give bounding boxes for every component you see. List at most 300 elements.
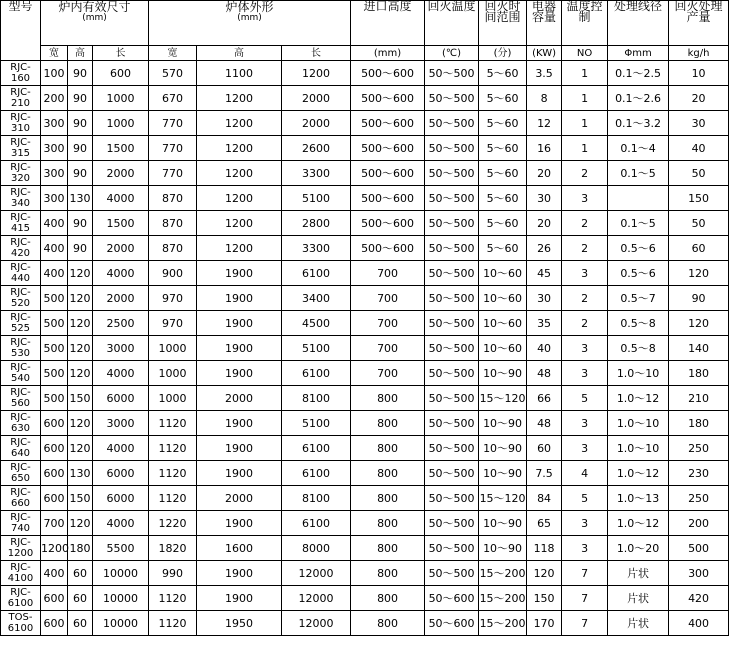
cell-inner-width: 300 (41, 136, 68, 161)
cell-outer-width: 670 (149, 86, 197, 111)
cell-control-no: 3 (562, 186, 608, 211)
cell-temper-temp: 50～500 (425, 536, 479, 561)
cell-model-part: RJC- (10, 262, 31, 273)
table-row (1, 111, 729, 136)
cell-capacity: 50 (669, 211, 729, 236)
cell-outer-length: 8000 (282, 536, 351, 561)
sub-time-unit: (分) (479, 46, 527, 61)
cell-control-no: 2 (562, 236, 608, 261)
cell-inner-width: 500 (41, 386, 68, 411)
cell-outer-height: 1200 (197, 186, 282, 211)
table-row (1, 586, 729, 611)
sub-control-unit: NO (562, 46, 608, 61)
cell-temper-temp: 50～500 (425, 86, 479, 111)
cell-outer-length: 2800 (282, 211, 351, 236)
cell-outer-length: 12000 (282, 586, 351, 611)
cell-temper-time: 5～60 (479, 186, 527, 211)
cell-temper-temp: 50～500 (425, 186, 479, 211)
cell-capacity: 120 (669, 311, 729, 336)
cell-control-no: 2 (562, 311, 608, 336)
cell-power: 30 (527, 186, 562, 211)
cell-inner-width: 400 (41, 236, 68, 261)
cell-inner-width: 400 (41, 211, 68, 236)
col-outer-size-unit: (mm) (237, 13, 262, 23)
cell-outer-length: 8100 (282, 386, 351, 411)
cell-power: 35 (527, 311, 562, 336)
cell-inner-length: 2000 (93, 236, 149, 261)
cell-temper-time: 10～90 (479, 411, 527, 436)
cell-model (1, 336, 41, 361)
cell-outer-width: 1000 (149, 386, 197, 411)
cell-outer-width: 1220 (149, 511, 197, 536)
cell-temper-time: 10～60 (479, 336, 527, 361)
cell-inlet-height: 500～600 (351, 161, 425, 186)
cell-power: 48 (527, 411, 562, 436)
cell-inner-width: 500 (41, 311, 68, 336)
cell-capacity: 180 (669, 361, 729, 386)
cell-model-part: 160 (10, 73, 31, 84)
cell-outer-height: 1600 (197, 536, 282, 561)
cell-outer-width: 1120 (149, 461, 197, 486)
cell-model-part: 4100 (7, 573, 34, 584)
cell-control-no: 3 (562, 336, 608, 361)
cell-inlet-height: 700 (351, 336, 425, 361)
cell-inner-length: 4000 (93, 261, 149, 286)
cell-temper-time: 5～60 (479, 211, 527, 236)
cell-outer-length: 6100 (282, 261, 351, 286)
cell-control-no: 3 (562, 511, 608, 536)
cell-wire-dia: 0.1～3.2 (608, 111, 669, 136)
cell-control-no: 7 (562, 586, 608, 611)
cell-inner-height: 90 (68, 86, 93, 111)
cell-model-part: 640 (10, 448, 31, 459)
table-row (1, 261, 729, 286)
cell-capacity: 150 (669, 186, 729, 211)
cell-wire-dia: 1.0～10 (608, 436, 669, 461)
cell-inner-length: 6000 (93, 386, 149, 411)
cell-model (1, 361, 41, 386)
cell-inner-height: 60 (68, 586, 93, 611)
cell-temper-time: 15～200 (479, 586, 527, 611)
cell-power: 48 (527, 361, 562, 386)
cell-model-part: 440 (10, 273, 31, 284)
col-model: 型号 (1, 1, 41, 61)
cell-model-part: RJC- (10, 62, 31, 73)
cell-inlet-height: 800 (351, 436, 425, 461)
cell-control-no: 5 (562, 386, 608, 411)
col-temp-control: 温度控制 (562, 1, 608, 46)
cell-inner-height: 90 (68, 161, 93, 186)
cell-capacity: 120 (669, 261, 729, 286)
cell-temper-time: 10～60 (479, 311, 527, 336)
cell-temper-temp: 50～500 (425, 211, 479, 236)
cell-power: 20 (527, 161, 562, 186)
cell-inner-width: 100 (41, 61, 68, 86)
cell-control-no: 5 (562, 486, 608, 511)
cell-model-part: 310 (10, 123, 31, 134)
cell-wire-dia: 1.0～10 (608, 361, 669, 386)
cell-temper-time: 10～90 (479, 461, 527, 486)
cell-inner-width: 200 (41, 86, 68, 111)
header-row-top (1, 1, 729, 46)
cell-inner-length: 1500 (93, 211, 149, 236)
cell-model-part: 520 (10, 298, 31, 309)
cell-wire-dia: 0.5～8 (608, 336, 669, 361)
cell-power: 30 (527, 286, 562, 311)
cell-power: 8 (527, 86, 562, 111)
cell-outer-height: 1900 (197, 436, 282, 461)
cell-wire-dia: 1.0～12 (608, 461, 669, 486)
cell-inner-length: 1000 (93, 111, 149, 136)
cell-outer-width: 1120 (149, 611, 197, 636)
cell-temper-temp: 50～500 (425, 361, 479, 386)
cell-inner-height: 90 (68, 61, 93, 86)
cell-inlet-height: 800 (351, 386, 425, 411)
cell-model (1, 86, 41, 111)
cell-control-no: 2 (562, 161, 608, 186)
sub-w: 宽 (41, 46, 68, 61)
cell-power: 3.5 (527, 61, 562, 86)
cell-inlet-height: 500～600 (351, 111, 425, 136)
cell-model-part: 420 (10, 248, 31, 259)
cell-model-part: 415 (10, 223, 31, 234)
cell-power: 12 (527, 111, 562, 136)
cell-model-part: 1200 (7, 548, 34, 559)
cell-inner-length: 4000 (93, 361, 149, 386)
cell-outer-width: 770 (149, 136, 197, 161)
cell-inner-height: 60 (68, 611, 93, 636)
cell-model-part: 6100 (7, 598, 34, 609)
cell-model (1, 311, 41, 336)
cell-power: 118 (527, 536, 562, 561)
cell-inner-width: 600 (41, 411, 68, 436)
cell-control-no: 3 (562, 436, 608, 461)
cell-wire-dia: 1.0～12 (608, 386, 669, 411)
cell-temper-time: 5～60 (479, 236, 527, 261)
cell-inner-width: 500 (41, 286, 68, 311)
cell-temper-temp: 50～500 (425, 336, 479, 361)
cell-inner-length: 5500 (93, 536, 149, 561)
cell-model-part: 315 (10, 148, 31, 159)
cell-inner-length: 3000 (93, 411, 149, 436)
table-row (1, 236, 729, 261)
cell-temper-time: 5～60 (479, 86, 527, 111)
cell-model (1, 386, 41, 411)
cell-temper-temp: 50～500 (425, 161, 479, 186)
cell-temper-time: 10～90 (479, 436, 527, 461)
cell-temper-time: 10～90 (479, 361, 527, 386)
cell-capacity: 140 (669, 336, 729, 361)
cell-temper-temp: 50～500 (425, 261, 479, 286)
cell-control-no: 3 (562, 536, 608, 561)
sub-ow: 宽 (149, 46, 197, 61)
cell-model-part: 6100 (7, 623, 34, 634)
cell-outer-length: 1200 (282, 61, 351, 86)
cell-capacity: 10 (669, 61, 729, 86)
cell-model-part: RJC- (10, 537, 31, 548)
cell-outer-height: 1900 (197, 561, 282, 586)
cell-temper-time: 5～60 (479, 61, 527, 86)
cell-inner-height: 90 (68, 111, 93, 136)
cell-control-no: 3 (562, 261, 608, 286)
cell-inner-width: 400 (41, 561, 68, 586)
cell-model (1, 236, 41, 261)
cell-inner-length: 3000 (93, 336, 149, 361)
cell-inner-height: 150 (68, 386, 93, 411)
cell-outer-length: 3300 (282, 161, 351, 186)
cell-temper-time: 10～60 (479, 286, 527, 311)
cell-inlet-height: 700 (351, 286, 425, 311)
cell-inner-length: 6000 (93, 461, 149, 486)
table-body (1, 61, 729, 636)
table-row (1, 311, 729, 336)
table-row (1, 361, 729, 386)
cell-inner-length: 1000 (93, 86, 149, 111)
cell-outer-width: 870 (149, 236, 197, 261)
cell-inner-length: 4000 (93, 511, 149, 536)
sub-oh: 高 (197, 46, 282, 61)
cell-wire-dia: 片状 (608, 586, 669, 611)
cell-inlet-height: 500～600 (351, 236, 425, 261)
cell-control-no: 7 (562, 561, 608, 586)
sub-power-unit: (KW) (527, 46, 562, 61)
col-capacity: 回火处理产量 (669, 1, 729, 46)
sub-temp-unit: (℃) (425, 46, 479, 61)
cell-inner-height: 90 (68, 211, 93, 236)
cell-outer-height: 1200 (197, 86, 282, 111)
cell-capacity: 20 (669, 86, 729, 111)
cell-temper-time: 10～90 (479, 511, 527, 536)
cell-temper-temp: 50～500 (425, 486, 479, 511)
cell-inlet-height: 800 (351, 486, 425, 511)
cell-control-no: 1 (562, 86, 608, 111)
cell-capacity: 300 (669, 561, 729, 586)
cell-control-no: 1 (562, 61, 608, 86)
table-row (1, 611, 729, 636)
cell-model (1, 286, 41, 311)
cell-outer-length: 3400 (282, 286, 351, 311)
cell-outer-length: 6100 (282, 461, 351, 486)
cell-temper-temp: 50～500 (425, 236, 479, 261)
cell-inner-width: 600 (41, 611, 68, 636)
cell-capacity: 30 (669, 111, 729, 136)
sub-wire-unit: Φmm (608, 46, 669, 61)
cell-inner-width: 400 (41, 261, 68, 286)
cell-model (1, 161, 41, 186)
cell-model-part: RJC- (10, 337, 31, 348)
cell-power: 120 (527, 561, 562, 586)
cell-outer-height: 2000 (197, 486, 282, 511)
cell-capacity: 230 (669, 461, 729, 486)
cell-power: 16 (527, 136, 562, 161)
cell-control-no: 3 (562, 411, 608, 436)
cell-temper-temp: 50～500 (425, 411, 479, 436)
cell-temper-time: 5～60 (479, 161, 527, 186)
cell-outer-width: 1120 (149, 411, 197, 436)
sub-h: 高 (68, 46, 93, 61)
cell-outer-length: 12000 (282, 611, 351, 636)
cell-inner-length: 10000 (93, 611, 149, 636)
cell-model-part: 630 (10, 423, 31, 434)
cell-outer-width: 1820 (149, 536, 197, 561)
cell-control-no: 1 (562, 111, 608, 136)
table-row (1, 161, 729, 186)
table-row (1, 136, 729, 161)
cell-inner-width: 600 (41, 486, 68, 511)
col-inner-size-unit: (mm) (82, 13, 107, 23)
cell-outer-length: 5100 (282, 186, 351, 211)
cell-model (1, 536, 41, 561)
cell-wire-dia: 1.0～10 (608, 411, 669, 436)
cell-model-part: RJC- (10, 487, 31, 498)
cell-inner-height: 120 (68, 286, 93, 311)
col-outer-size (149, 1, 351, 46)
cell-model (1, 561, 41, 586)
cell-inner-length: 6000 (93, 486, 149, 511)
cell-model-part: 660 (10, 498, 31, 509)
header-row-sub (1, 46, 729, 61)
table-row (1, 411, 729, 436)
cell-outer-length: 5100 (282, 411, 351, 436)
cell-inner-width: 300 (41, 111, 68, 136)
cell-outer-width: 770 (149, 161, 197, 186)
cell-model (1, 461, 41, 486)
col-outer-size-label: 炉体外形 (225, 0, 274, 14)
cell-inner-width: 600 (41, 586, 68, 611)
cell-inlet-height: 500～600 (351, 211, 425, 236)
cell-inlet-height: 500～600 (351, 186, 425, 211)
cell-temper-temp: 50～600 (425, 586, 479, 611)
cell-inner-height: 90 (68, 136, 93, 161)
cell-wire-dia: 0.1～5 (608, 211, 669, 236)
cell-inner-width: 600 (41, 436, 68, 461)
cell-model (1, 261, 41, 286)
sub-capacity-unit: kg/h (669, 46, 729, 61)
cell-model-part: RJC- (10, 387, 31, 398)
cell-outer-length: 6100 (282, 511, 351, 536)
cell-model-part: RJC- (10, 412, 31, 423)
cell-power: 26 (527, 236, 562, 261)
cell-wire-dia: 1.0～12 (608, 511, 669, 536)
cell-power: 40 (527, 336, 562, 361)
cell-outer-width: 770 (149, 111, 197, 136)
sub-l: 长 (93, 46, 149, 61)
cell-temper-time: 10～90 (479, 536, 527, 561)
cell-wire-dia: 0.1～4 (608, 136, 669, 161)
cell-wire-dia: 0.1～2.5 (608, 61, 669, 86)
cell-outer-length: 2000 (282, 111, 351, 136)
cell-capacity: 90 (669, 286, 729, 311)
cell-model-part: RJC- (10, 212, 31, 223)
cell-inlet-height: 700 (351, 361, 425, 386)
cell-inner-width: 300 (41, 186, 68, 211)
cell-model (1, 511, 41, 536)
table-row (1, 61, 729, 86)
cell-temper-time: 5～60 (479, 111, 527, 136)
table-row (1, 461, 729, 486)
cell-inner-width: 1200 (41, 536, 68, 561)
cell-inner-height: 120 (68, 361, 93, 386)
cell-power: 45 (527, 261, 562, 286)
cell-model-part: 560 (10, 398, 31, 409)
cell-model-part: RJC- (10, 562, 31, 573)
cell-model-part: RJC- (10, 87, 31, 98)
cell-outer-length: 12000 (282, 561, 351, 586)
cell-outer-length: 8100 (282, 486, 351, 511)
cell-inner-length: 600 (93, 61, 149, 86)
cell-temper-temp: 50～600 (425, 611, 479, 636)
cell-wire-dia: 0.5～6 (608, 261, 669, 286)
cell-model-part: 210 (10, 98, 31, 109)
cell-inner-width: 300 (41, 161, 68, 186)
cell-outer-width: 570 (149, 61, 197, 86)
cell-temper-temp: 50～500 (425, 111, 479, 136)
cell-inlet-height: 800 (351, 611, 425, 636)
cell-power: 84 (527, 486, 562, 511)
cell-inner-width: 500 (41, 336, 68, 361)
cell-model (1, 136, 41, 161)
cell-inlet-height: 800 (351, 561, 425, 586)
cell-inlet-height: 700 (351, 261, 425, 286)
cell-wire-dia: 0.1～5 (608, 161, 669, 186)
cell-outer-length: 2000 (282, 86, 351, 111)
cell-model-part: 540 (10, 373, 31, 384)
cell-outer-width: 870 (149, 211, 197, 236)
cell-inlet-height: 800 (351, 411, 425, 436)
cell-model-part: RJC- (10, 362, 31, 373)
cell-outer-height: 1900 (197, 261, 282, 286)
table-row (1, 536, 729, 561)
cell-inner-height: 150 (68, 486, 93, 511)
cell-outer-height: 1200 (197, 236, 282, 261)
cell-outer-height: 1900 (197, 311, 282, 336)
cell-temper-temp: 50～500 (425, 311, 479, 336)
table-row (1, 386, 729, 411)
cell-wire-dia: 片状 (608, 561, 669, 586)
cell-model-part: RJC- (10, 187, 31, 198)
table-row (1, 486, 729, 511)
cell-inlet-height: 800 (351, 536, 425, 561)
cell-outer-height: 1900 (197, 586, 282, 611)
cell-inner-height: 120 (68, 411, 93, 436)
cell-outer-width: 970 (149, 311, 197, 336)
cell-power: 60 (527, 436, 562, 461)
cell-capacity: 500 (669, 536, 729, 561)
col-wire-dia: 处理线径 (608, 1, 669, 46)
cell-inner-length: 1500 (93, 136, 149, 161)
cell-inner-height: 130 (68, 186, 93, 211)
table-row (1, 336, 729, 361)
cell-power: 7.5 (527, 461, 562, 486)
cell-model-part: 525 (10, 323, 31, 334)
cell-model-part: RJC- (10, 162, 31, 173)
cell-temper-time: 15～120 (479, 486, 527, 511)
cell-outer-width: 1000 (149, 361, 197, 386)
cell-outer-height: 1900 (197, 461, 282, 486)
cell-inner-height: 120 (68, 511, 93, 536)
cell-model (1, 411, 41, 436)
cell-outer-length: 2600 (282, 136, 351, 161)
cell-temper-temp: 50～500 (425, 461, 479, 486)
cell-outer-width: 1120 (149, 586, 197, 611)
cell-wire-dia: 1.0～20 (608, 536, 669, 561)
cell-temper-temp: 50～500 (425, 561, 479, 586)
cell-model (1, 436, 41, 461)
cell-inner-length: 2000 (93, 286, 149, 311)
cell-inner-length: 2500 (93, 311, 149, 336)
col-inner-size (41, 1, 149, 46)
col-inner-size-label: 炉内有效尺寸 (58, 0, 131, 14)
